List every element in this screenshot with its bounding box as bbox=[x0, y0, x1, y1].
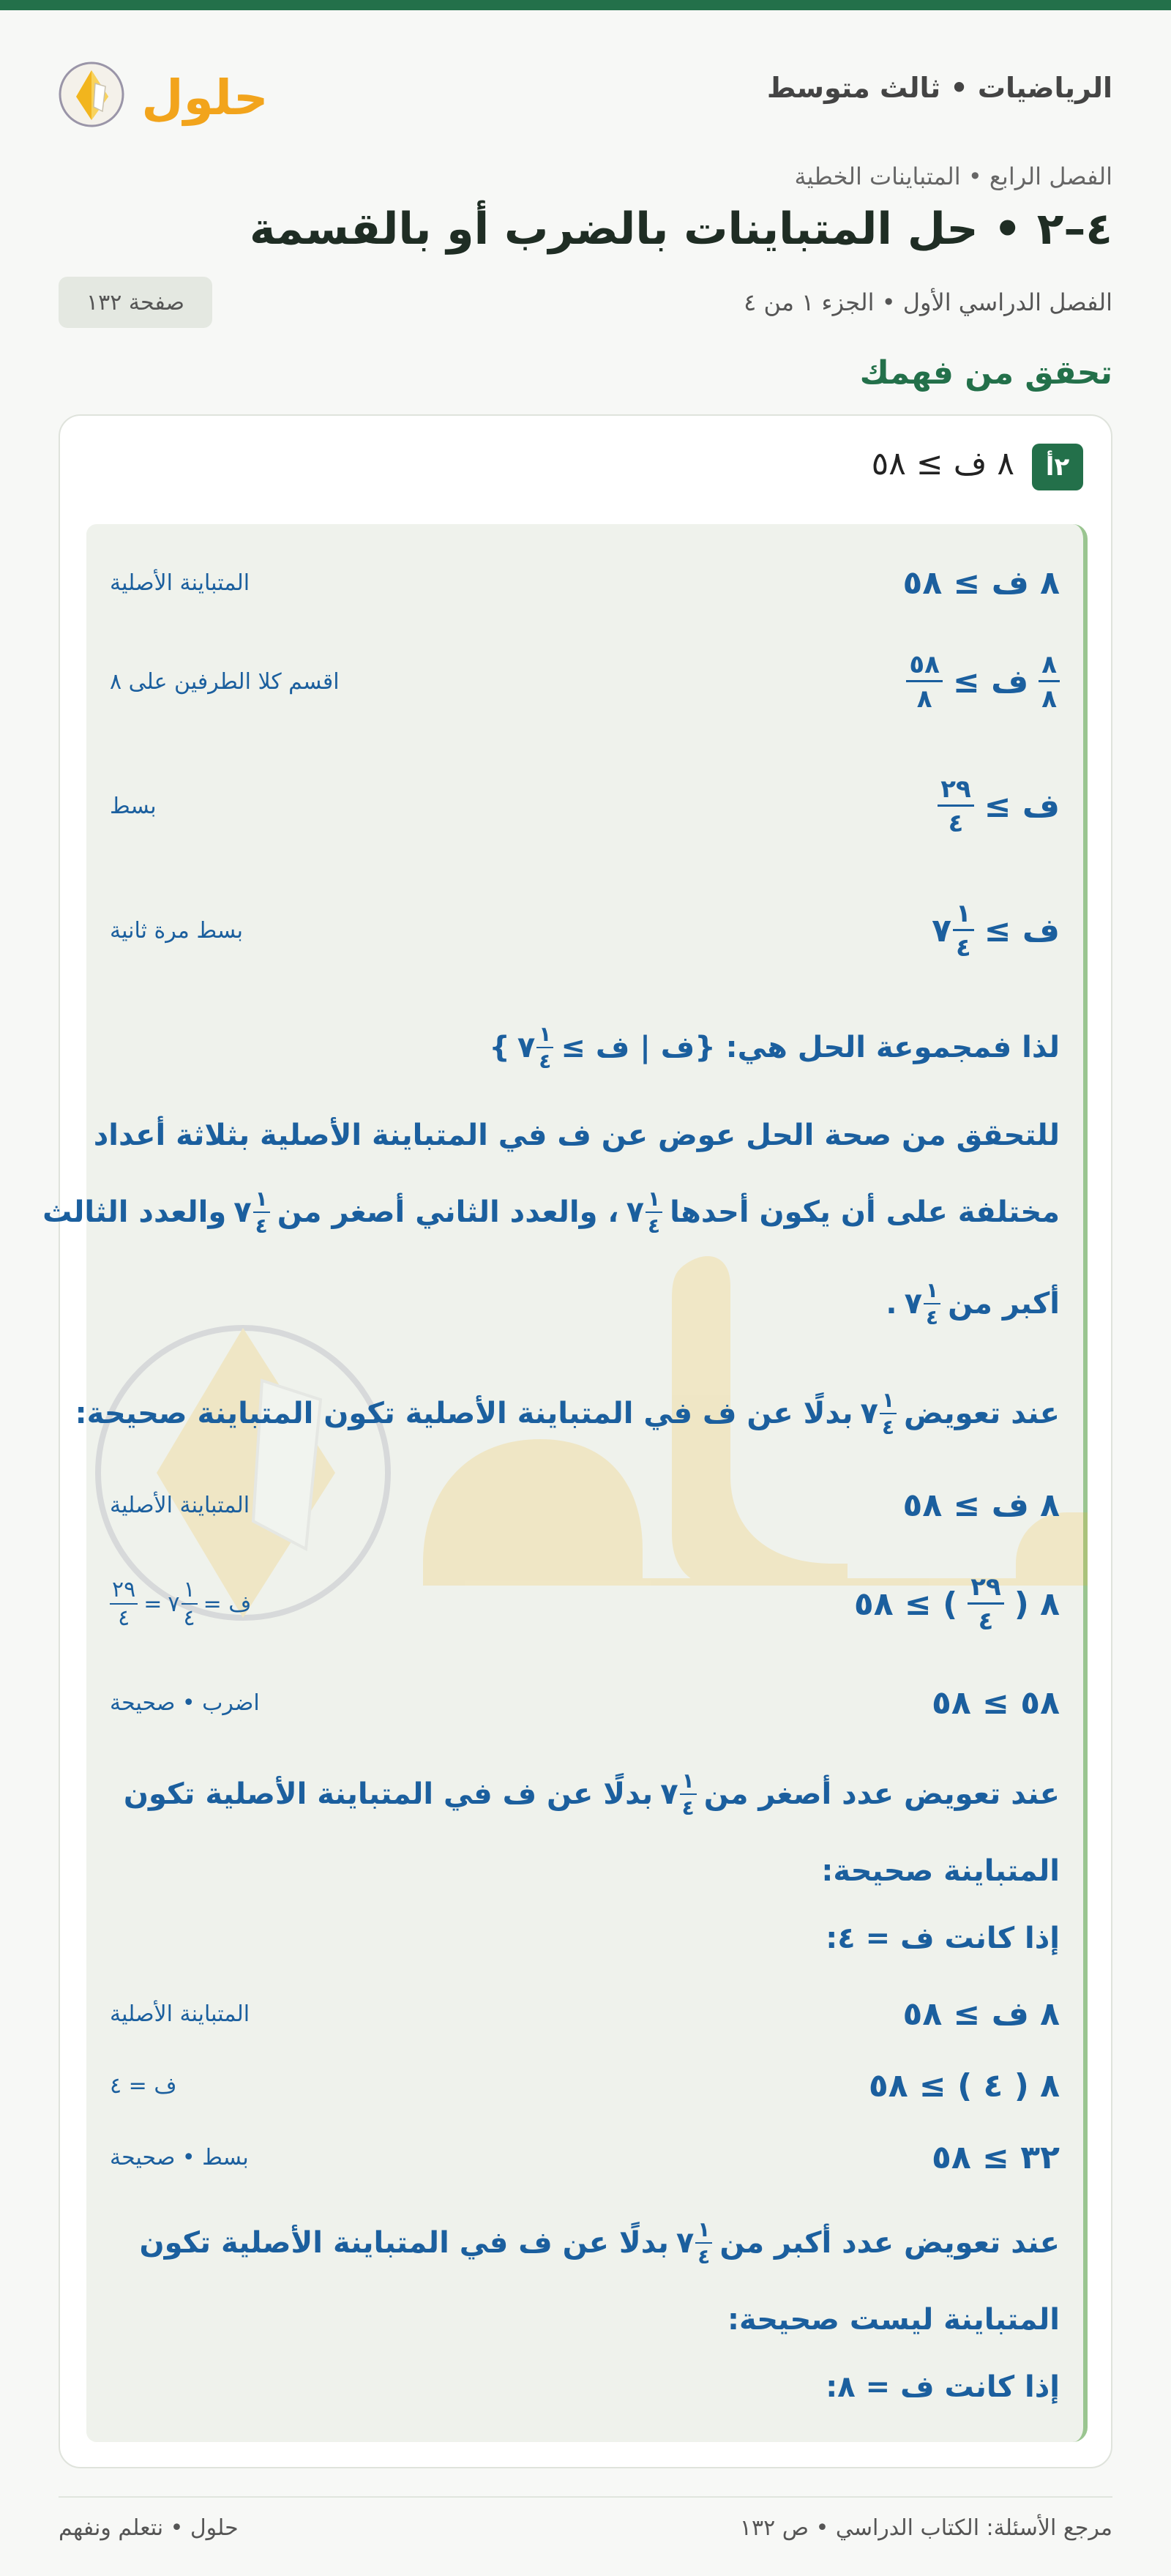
paragraph-text: للتحقق من صحة الحل عوض عن ف في المتباينة الأصلية بثلاثة أعداد bbox=[93, 1119, 1060, 1152]
math-expression: ٨ ف ≥ ٥٨ bbox=[902, 564, 1060, 602]
paragraph-line bbox=[110, 2294, 1060, 2345]
step-note: ف = $\frac{١}{٤}$ ٧ = $\frac{٢٩}{٤}$ bbox=[110, 1579, 251, 1629]
step-row bbox=[110, 553, 1060, 612]
semester-meta: الفصل الدراسي الأول • الجزء ١ من ٤ bbox=[744, 288, 1112, 316]
step-note: اقسم كلا الطرفين على ٨ bbox=[110, 668, 340, 695]
step-row bbox=[110, 634, 1060, 729]
math-expression: ٨ ف ≥ ٥٨ bbox=[902, 1995, 1060, 2033]
page-header bbox=[59, 54, 1112, 135]
math-expression: ٣٢ ≥ ٥٨ bbox=[932, 2138, 1060, 2176]
step-note: بسط مرة ثانية bbox=[110, 917, 243, 944]
mixed-number: $\frac{١}{٤}$ ٧ bbox=[932, 901, 974, 960]
step-row bbox=[110, 758, 1060, 854]
page-number-badge[interactable]: صفحة ١٣٢ bbox=[59, 277, 212, 328]
footer-divider bbox=[59, 2496, 1112, 2498]
lesson-title: ٤–٢ • حل المتباينات بالضرب أو بالقسمة bbox=[249, 204, 1112, 255]
step-row bbox=[110, 1476, 1060, 1534]
math-expression: ف ≥ $\frac{٢٩}{٤}$ bbox=[938, 777, 1060, 836]
step-row bbox=[110, 883, 1060, 978]
step-row bbox=[110, 2056, 1060, 2115]
step-note: بسط bbox=[110, 793, 157, 819]
footer-reference: مرجع الأسئلة: الكتاب الدراسي • ص ١٣٢ bbox=[739, 2515, 1112, 2541]
step-note: المتباينة الأصلية bbox=[110, 2001, 250, 2027]
math-expression: ٨ ( ٤ ) ≥ ٥٨ bbox=[868, 2067, 1060, 2105]
step-note: المتباينة الأصلية bbox=[110, 570, 250, 596]
paragraph-text: عند تعويض عدد أكبر من $\frac{١}{٤}$ ٧ بدلًا عن ف في المتباينة الأصلية تكون bbox=[139, 2217, 1060, 2269]
math-expression: ٥٨ ≥ ٥٨ bbox=[932, 1684, 1060, 1722]
paragraph-line bbox=[110, 1263, 1060, 1344]
question-number-badge: ٢أ bbox=[1032, 444, 1083, 490]
fraction: $\frac{٢٩}{٤}$ bbox=[938, 777, 974, 836]
step-row bbox=[110, 2128, 1060, 2187]
paragraph-text: إذا كانت ف = ٤: bbox=[826, 1922, 1060, 1955]
paragraph-line bbox=[75, 1373, 1060, 1454]
paragraph-line bbox=[110, 1913, 1060, 1964]
step-note: المتباينة الأصلية bbox=[110, 1492, 250, 1518]
paragraph-text: أكبر من $\frac{١}{٤}$ ٧ . bbox=[886, 1277, 1060, 1329]
paragraph-text: إذا كانت ف = ٨: bbox=[826, 2370, 1060, 2404]
subject-title: الرياضيات • ثالث متوسط bbox=[766, 72, 1112, 104]
paragraph-text: عند تعويض عدد أصغر من $\frac{١}{٤}$ ٧ بدلًا عن ف في المتباينة الأصلية تكون bbox=[123, 1768, 1060, 1820]
step-note: بسط • صحيحة bbox=[110, 2144, 249, 2170]
paragraph-line bbox=[93, 1110, 1060, 1161]
site-logo[interactable] bbox=[59, 54, 271, 135]
paragraph-text: عند تعويض $\frac{١}{٤}$ ٧ بدلًا عن ف في المتباينة الأصلية تكون المتباينة صحيحة: bbox=[75, 1387, 1060, 1439]
svg-text:حلول: حلول bbox=[141, 70, 269, 126]
solution-set-row bbox=[110, 1007, 1060, 1088]
paragraph-line bbox=[110, 2362, 1060, 2413]
math-expression: ٨ ( $\frac{٢٩}{٤}$ ) ≥ ٥٨ bbox=[853, 1572, 1060, 1636]
math-expression: $\frac{٨}{٨}$ ف ≥ $\frac{٥٨}{٨}$ bbox=[906, 652, 1060, 712]
step-note: ف = ٤ bbox=[110, 2072, 177, 2099]
solution-set-text: لذا فمجموعة الحل هي: {ف | ف ≥ $\frac{١}{٤}$ ٧ } bbox=[489, 1021, 1060, 1073]
paragraph-line bbox=[110, 1754, 1060, 1834]
logo-mark-icon bbox=[59, 54, 271, 135]
question-text: ٨ ف ≥ ٥٨ bbox=[871, 445, 1014, 482]
section-heading: تحقق من فهمك bbox=[859, 354, 1112, 392]
step-note: اضرب • صحيحة bbox=[110, 1690, 260, 1716]
paragraph-text: المتباينة صحيحة: bbox=[821, 1854, 1060, 1888]
math-expression: ٨ ف ≥ ٥٨ bbox=[902, 1486, 1060, 1524]
paragraph-line bbox=[42, 1172, 1060, 1252]
step-row bbox=[110, 1556, 1060, 1651]
paragraph-text: المتباينة ليست صحيحة: bbox=[727, 2303, 1060, 2337]
fraction: $\frac{٥٨}{٨}$ bbox=[906, 652, 943, 712]
question-card bbox=[42, 414, 1112, 2468]
top-accent-bar bbox=[0, 0, 1171, 10]
paragraph-line bbox=[110, 1845, 1060, 1897]
paragraph-text: مختلفة على أن يكون أحدها $\frac{١}{٤}$ ٧ ، والعدد الثاني أصغر من $\frac{١}{٤}$ ٧ والعدد الثالث bbox=[42, 1186, 1060, 1238]
chapter-label: الفصل الرابع • المتباينات الخطية bbox=[794, 163, 1112, 190]
footer-brand[interactable]: حلول • نتعلم ونفهم bbox=[59, 2515, 239, 2541]
step-row bbox=[110, 1673, 1060, 1732]
paragraph-line bbox=[110, 2203, 1060, 2283]
fraction: $\frac{٨}{٨}$ bbox=[1039, 652, 1060, 712]
step-row bbox=[110, 1985, 1060, 2043]
solution-panel bbox=[42, 524, 1088, 2442]
math-expression: ف ≥ $\frac{١}{٤}$ ٧ bbox=[932, 898, 1060, 963]
